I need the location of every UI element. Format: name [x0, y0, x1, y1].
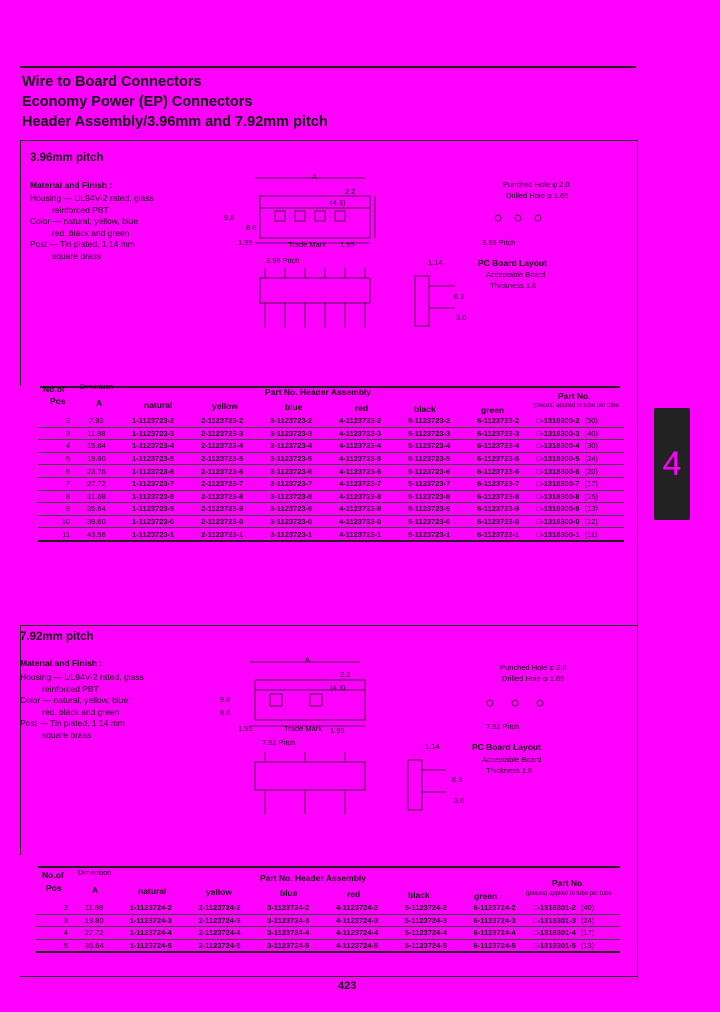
section1-material-heading: Material and Finish : [30, 180, 113, 190]
part-number-cell: 6-1123723-3 [464, 427, 533, 440]
part-number-cell: 6-1123724-3 [460, 914, 529, 927]
applied-part-number: □-1318300-0 [536, 517, 580, 527]
part-number-cell: 6-1123723-2 [464, 415, 533, 427]
part-number-cell: 2-1123723-5 [188, 452, 257, 465]
part-number-cell: 4-1123723-1 [326, 528, 395, 541]
part-number-cell: 1-1123723-1 [119, 528, 188, 541]
applied-part-cell [533, 465, 624, 478]
material-line: square brass [52, 250, 102, 261]
pos-cell: 7 [38, 477, 74, 490]
material-line: red, black and green [42, 706, 120, 717]
part-number-cell: 3-1123723-7 [257, 477, 326, 490]
table-row [38, 490, 624, 503]
applied-part-cell [533, 503, 624, 516]
table-row [38, 427, 624, 440]
part-number-cell: 4-1123723-5 [326, 452, 395, 465]
s2-post: 1.14 [425, 742, 440, 751]
part-number-cell: 2-1123724-4 [185, 927, 254, 940]
part-number-cell: 6-1123723-9 [464, 503, 533, 516]
part-number-cell: 4-1123723-3 [326, 427, 395, 440]
part-number-cell: 1-1123723-5 [119, 452, 188, 465]
part-number-cell: 4-1123724-2 [323, 902, 392, 914]
pieces-count: (50) [584, 416, 598, 426]
dimension-cell: 19.80 [74, 452, 119, 465]
part-number-cell: 6-1123723-1 [464, 528, 533, 541]
pieces-count: (15) [584, 491, 598, 501]
applied-part-cell [533, 528, 624, 541]
part-number-cell: 3-1123724-3 [254, 914, 323, 927]
applied-part-cell [529, 939, 620, 952]
section2-material-heading: Material and Finish : [20, 658, 103, 668]
part-number-cell: 4-1123724-4 [323, 927, 392, 940]
frame-top-rule [20, 140, 637, 141]
s2-dim-right: 1.95 [330, 726, 345, 735]
applied-part-number: □-1318300-7 [536, 479, 580, 489]
pos-cell: 2 [36, 902, 72, 914]
applied-part-number: □-1318300-2 [536, 416, 580, 426]
pieces-count: (13) [584, 504, 598, 514]
pieces-count: (40) [580, 903, 595, 913]
s2-hdr-black: black [408, 890, 430, 900]
part-number-cell: 6-1123724-2 [460, 902, 529, 914]
pos-cell: 5 [36, 939, 72, 952]
table-row [38, 515, 624, 528]
dimension-cell: 7.92 [74, 415, 119, 427]
dimension-cell: 35.64 [72, 939, 116, 952]
part-number-cell: 2-1123723-6 [188, 465, 257, 478]
pos-cell: 4 [36, 927, 72, 940]
part-number-cell: 5-1123724-2 [391, 902, 460, 914]
part-number-cell: 1-1123724-4 [116, 927, 185, 940]
part-number-cell: 4-1123724-5 [323, 939, 392, 952]
part-number-cell: 6-1123723-4 [464, 440, 533, 453]
s1-hdr-natural: natural [144, 400, 173, 410]
applied-part-number: □-1318301-3 [532, 915, 576, 925]
pos-cell: 2 [38, 415, 74, 427]
s2-part-table [36, 902, 620, 953]
applied-part-number: □-1318300-4 [536, 441, 580, 451]
bottom-rule [20, 976, 637, 977]
pieces-count: (30) [584, 441, 598, 451]
s2-hdr-blue: blue [280, 888, 298, 898]
applied-part-cell [529, 914, 620, 927]
s1-hdr-pos1: No.of [43, 384, 65, 394]
pos-cell: 3 [38, 427, 74, 440]
s2-pc-layout: PC Board Layout [472, 742, 541, 752]
part-number-cell: 6-1123723-5 [464, 452, 533, 465]
part-number-cell: 1-1123723-2 [119, 415, 188, 427]
s1-dim-h1: 6.2 [454, 292, 465, 301]
s2-hdr-red: red [347, 889, 361, 899]
material-line: Color — natural, yellow, blue, [30, 216, 141, 226]
applied-part-number: □-1318300-1 [536, 529, 580, 539]
s2-dim-a: A [305, 655, 311, 664]
part-number-cell: 2-1123723-7 [188, 477, 257, 490]
pos-cell: 6 [38, 465, 74, 478]
pieces-count: (13) [580, 941, 595, 951]
title-line-1: Wire to Board Connectors [22, 74, 202, 90]
dimension-cell: 11.88 [74, 427, 119, 440]
part-number-cell: 6-1123723-0 [464, 515, 533, 528]
part-number-cell: 2-1123723-1 [188, 528, 257, 541]
pieces-count: (11) [584, 529, 598, 539]
part-number-cell: 3-1123723-1 [257, 528, 326, 541]
part-number-cell: 3-1123723-8 [257, 490, 326, 503]
table-row [38, 477, 624, 490]
s2-dim-h2: 3.0 [454, 796, 465, 805]
applied-part-cell [533, 427, 624, 440]
material-line: Housing — UL94V-2 rated, glass [30, 193, 154, 203]
s2-dim-h1: 6.2 [452, 775, 463, 784]
s1-dim-top: 2.2 [345, 187, 356, 196]
s2-pc-pitch: 7.92 Pitch [486, 722, 520, 731]
s1-dim-h4: 8.6 [246, 223, 257, 232]
s1-dim-a: A [312, 172, 318, 181]
s1-hdr-dim1: Dimension [80, 384, 114, 391]
title-line-3: Header Assembly/3.96mm and 7.92mm pitch [22, 114, 328, 130]
s1-trade-mark: Trade Mark [288, 240, 327, 249]
applied-part-number: □-1318301-4 [532, 928, 576, 938]
s2-thickness: Thickness 1.6 [486, 766, 533, 775]
part-number-cell: 4-1123723-4 [326, 440, 395, 453]
part-number-cell: 5-1123723-5 [395, 452, 464, 465]
dimension-cell: 39.60 [74, 515, 119, 528]
s2-hdr-dim2: A [92, 885, 99, 895]
table-row [36, 927, 620, 940]
part-number-cell: 1-1123723-9 [119, 503, 188, 516]
part-number-cell: 2-1123723-8 [188, 490, 257, 503]
material-line: Post — Tin plated, 1.14 mm [30, 239, 135, 249]
s2-hdr-natural: natural [138, 886, 167, 896]
part-number-cell: 1-1123723-8 [119, 490, 188, 503]
pieces-count: (17) [580, 928, 595, 938]
part-number-cell: 2-1123723-0 [188, 515, 257, 528]
part-number-cell: 3-1123723-0 [257, 515, 326, 528]
dimension-cell: 15.84 [74, 440, 119, 453]
table-row [38, 415, 624, 427]
pieces-count: (40) [584, 428, 598, 438]
material-line: square brass [42, 729, 92, 740]
s2-hdr-pos2: Pos [46, 883, 62, 893]
dimension-cell: 23.76 [74, 465, 119, 478]
dimension-cell: 11.88 [72, 902, 116, 914]
s2-hdr-green: green [474, 891, 498, 901]
s1-punched-hole: Punched Hole φ 2.0 [503, 180, 570, 189]
part-number-cell: 3-1123724-5 [254, 939, 323, 952]
applied-part-number: □-1318300-9 [536, 504, 580, 514]
applied-part-cell [533, 415, 624, 427]
dimension-cell: 43.56 [74, 528, 119, 541]
part-number-cell: 3-1123723-9 [257, 503, 326, 516]
applied-part-cell [533, 440, 624, 453]
s2-hdr-partno-sub: (pieces) applied in tube per tube [526, 891, 612, 897]
part-number-cell: 2-1123723-9 [188, 503, 257, 516]
part-number-cell: 6-1123724-4 [460, 927, 529, 940]
s2-dim-top: 2.2 [340, 670, 351, 679]
s2-top-rule [20, 625, 637, 626]
part-number-cell: 5-1123724-3 [391, 914, 460, 927]
applied-part-cell [533, 490, 624, 503]
table-row [38, 503, 624, 516]
material-line: red, black and green [52, 227, 130, 238]
pieces-count: (24) [584, 454, 598, 464]
s2-hdr-partno: Part No. [552, 878, 585, 888]
s2-hdr-yellow: yellow [206, 887, 232, 897]
part-number-cell: 5-1123723-9 [395, 503, 464, 516]
pieces-count: (20) [584, 466, 598, 476]
pos-cell: 10 [38, 515, 74, 528]
s1-hdr-partno-sub: (pieces) applied in tube per tube [533, 403, 619, 409]
part-number-cell: 1-1123723-3 [119, 427, 188, 440]
part-number-cell: 1-1123723-0 [119, 515, 188, 528]
material-line: Color — natural, yellow, blue, [20, 695, 131, 705]
pieces-count: (12) [584, 517, 598, 527]
table-row [38, 440, 624, 453]
applied-part-cell [533, 452, 624, 465]
s1-hdr-blue: blue [285, 402, 303, 412]
s2-drilled-hole: Drilled Hole φ 1.65 [502, 674, 565, 683]
part-number-cell: 4-1123723-2 [326, 415, 395, 427]
s2-hdr-dim1: Dimension [78, 870, 112, 877]
table-row [36, 914, 620, 927]
s1-dim-h3: 9.8 [224, 213, 235, 222]
applied-part-cell [529, 902, 620, 914]
part-number-cell: 5-1123724-5 [391, 939, 460, 952]
s2-punched-hole: Punched Hole φ 2.0 [500, 663, 567, 672]
s1-hdr-group: Part No. Header Assembly [265, 387, 371, 397]
s1-dim-b: (4.3) [330, 198, 346, 207]
section2-material-list [20, 672, 190, 741]
part-number-cell: 2-1123723-4 [188, 440, 257, 453]
applied-part-number: □-1318300-3 [536, 428, 580, 438]
part-number-cell: 3-1123723-4 [257, 440, 326, 453]
dimension-cell: 19.80 [72, 914, 116, 927]
applied-part-number: □-1318301-2 [532, 903, 576, 913]
title-line-2: Economy Power (EP) Connectors [22, 94, 253, 110]
part-number-cell: 3-1123724-4 [254, 927, 323, 940]
s1-dim-right: 1.95 [340, 240, 355, 249]
pos-cell: 8 [38, 490, 74, 503]
section1-heading: 3.96mm pitch [30, 152, 104, 164]
applied-part-cell [533, 477, 624, 490]
s1-pc-pitch: 3.96 Pitch [482, 238, 516, 247]
applied-part-number: □-1318300-8 [536, 491, 580, 501]
s2-hdr-pos1: No.of [42, 870, 64, 880]
material-line: reinforced PBT [52, 204, 109, 215]
s1-pitch: 3.96 Pitch [266, 256, 300, 265]
s1-dim-left: 1.95 [238, 238, 253, 247]
part-number-cell: 5-1123723-8 [395, 490, 464, 503]
table-row [38, 528, 624, 541]
dimension-cell: 27.72 [74, 477, 119, 490]
pieces-count: (24) [580, 915, 595, 925]
part-number-cell: 3-1123723-3 [257, 427, 326, 440]
frame-right-line [637, 140, 638, 980]
part-number-cell: 3-1123724-2 [254, 902, 323, 914]
s2-dim-h3: 9.8 [220, 695, 231, 704]
part-number-cell: 5-1123723-2 [395, 415, 464, 427]
part-number-cell: 2-1123724-3 [185, 914, 254, 927]
section1-material-list [30, 193, 200, 262]
s2-hdr-group: Part No. Header Assembly [260, 873, 366, 883]
part-number-cell: 4-1123723-0 [326, 515, 395, 528]
s1-pc-layout: PC Board Layout [478, 258, 547, 268]
pos-cell: 3 [36, 914, 72, 927]
material-line: Housing — UL94V-2 rated, glass [20, 672, 144, 682]
s2-dim-h4: 8.6 [220, 708, 231, 717]
part-number-cell: 3-1123723-2 [257, 415, 326, 427]
applied-part-number: □-1318301-5 [532, 941, 576, 951]
part-number-cell: 4-1123723-9 [326, 503, 395, 516]
pos-cell: 5 [38, 452, 74, 465]
s2-table-top-rule [38, 866, 620, 868]
part-number-cell: 3-1123723-5 [257, 452, 326, 465]
s1-part-table [38, 415, 624, 542]
part-number-cell: 6-1123723-7 [464, 477, 533, 490]
dimension-cell: 31.68 [74, 490, 119, 503]
part-number-cell: 5-1123724-4 [391, 927, 460, 940]
s2-trade-mark: Trade Mark [284, 724, 323, 733]
material-line: reinforced PBT [42, 683, 99, 694]
s2-dim-b: (4.3) [330, 683, 346, 692]
section2-heading: 7.92mm pitch [20, 631, 94, 643]
part-number-cell: 6-1123723-8 [464, 490, 533, 503]
part-number-cell: 4-1123723-6 [326, 465, 395, 478]
part-number-cell: 1-1123724-3 [116, 914, 185, 927]
part-number-cell: 5-1123723-1 [395, 528, 464, 541]
page-number: 423 [338, 980, 357, 992]
s2-acceptable-board: Acceptable Board [482, 755, 542, 764]
part-number-cell: 5-1123723-6 [395, 465, 464, 478]
part-number-cell: 2-1123724-2 [185, 902, 254, 914]
part-number-cell: 1-1123723-7 [119, 477, 188, 490]
s1-post: 1.14 [428, 258, 443, 267]
section-tab: 4 [654, 408, 690, 520]
part-number-cell: 3-1123723-6 [257, 465, 326, 478]
part-number-cell: 4-1123724-3 [323, 914, 392, 927]
table-row [36, 939, 620, 952]
part-number-cell: 2-1123723-2 [188, 415, 257, 427]
s1-hdr-dim2: A [96, 398, 103, 408]
applied-part-cell [529, 927, 620, 940]
part-number-cell: 2-1123723-3 [188, 427, 257, 440]
s1-hdr-yellow: yellow [212, 401, 238, 411]
s1-pc-holes [488, 208, 558, 228]
dimension-cell: 27.72 [72, 927, 116, 940]
applied-part-number: □-1318300-6 [536, 466, 580, 476]
table-row [38, 465, 624, 478]
s2-pc-holes [480, 694, 550, 712]
applied-part-number: □-1318300-5 [536, 454, 580, 464]
s1-hdr-red: red [355, 403, 369, 413]
s1-drilled-hole: Drilled Hole φ 1.65 [506, 191, 569, 200]
top-rule [20, 66, 636, 68]
part-number-cell: 5-1123723-3 [395, 427, 464, 440]
s1-hdr-green: green [481, 405, 505, 415]
part-number-cell: 6-1123723-6 [464, 465, 533, 478]
pos-cell: 11 [38, 528, 74, 541]
s1-dim-h2: 3.0 [456, 313, 467, 322]
part-number-cell: 4-1123723-7 [326, 477, 395, 490]
part-number-cell: 1-1123724-2 [116, 902, 185, 914]
part-number-cell: 1-1123723-6 [119, 465, 188, 478]
pos-cell: 9 [38, 503, 74, 516]
s1-acceptable-board: Acceptable Board [486, 270, 546, 279]
pieces-count: (17) [584, 479, 598, 489]
part-number-cell: 1-1123723-4 [119, 440, 188, 453]
frame-left-line-1 [20, 140, 21, 386]
part-number-cell: 2-1123724-5 [185, 939, 254, 952]
s1-hdr-partno: Part No. [558, 391, 591, 401]
part-number-cell: 1-1123724-5 [116, 939, 185, 952]
part-number-cell: 6-1123724-5 [460, 939, 529, 952]
dimension-cell: 35.64 [74, 503, 119, 516]
s1-hdr-pos2: Pos [50, 396, 66, 406]
table-row [38, 452, 624, 465]
material-line: Post — Tin plated, 1.14 mm [20, 718, 125, 728]
part-number-cell: 5-1123723-4 [395, 440, 464, 453]
s1-thickness: Thickness 1.6 [490, 281, 537, 290]
part-number-cell: 5-1123723-7 [395, 477, 464, 490]
s2-pitch: 7.92 Pitch [262, 738, 296, 747]
pos-cell: 4 [38, 440, 74, 453]
part-number-cell: 5-1123723-0 [395, 515, 464, 528]
applied-part-cell [533, 515, 624, 528]
s2-dim-left: 1.95 [238, 724, 253, 733]
part-number-cell: 4-1123723-8 [326, 490, 395, 503]
s1-hdr-black: black [414, 404, 436, 414]
table-row [36, 902, 620, 914]
